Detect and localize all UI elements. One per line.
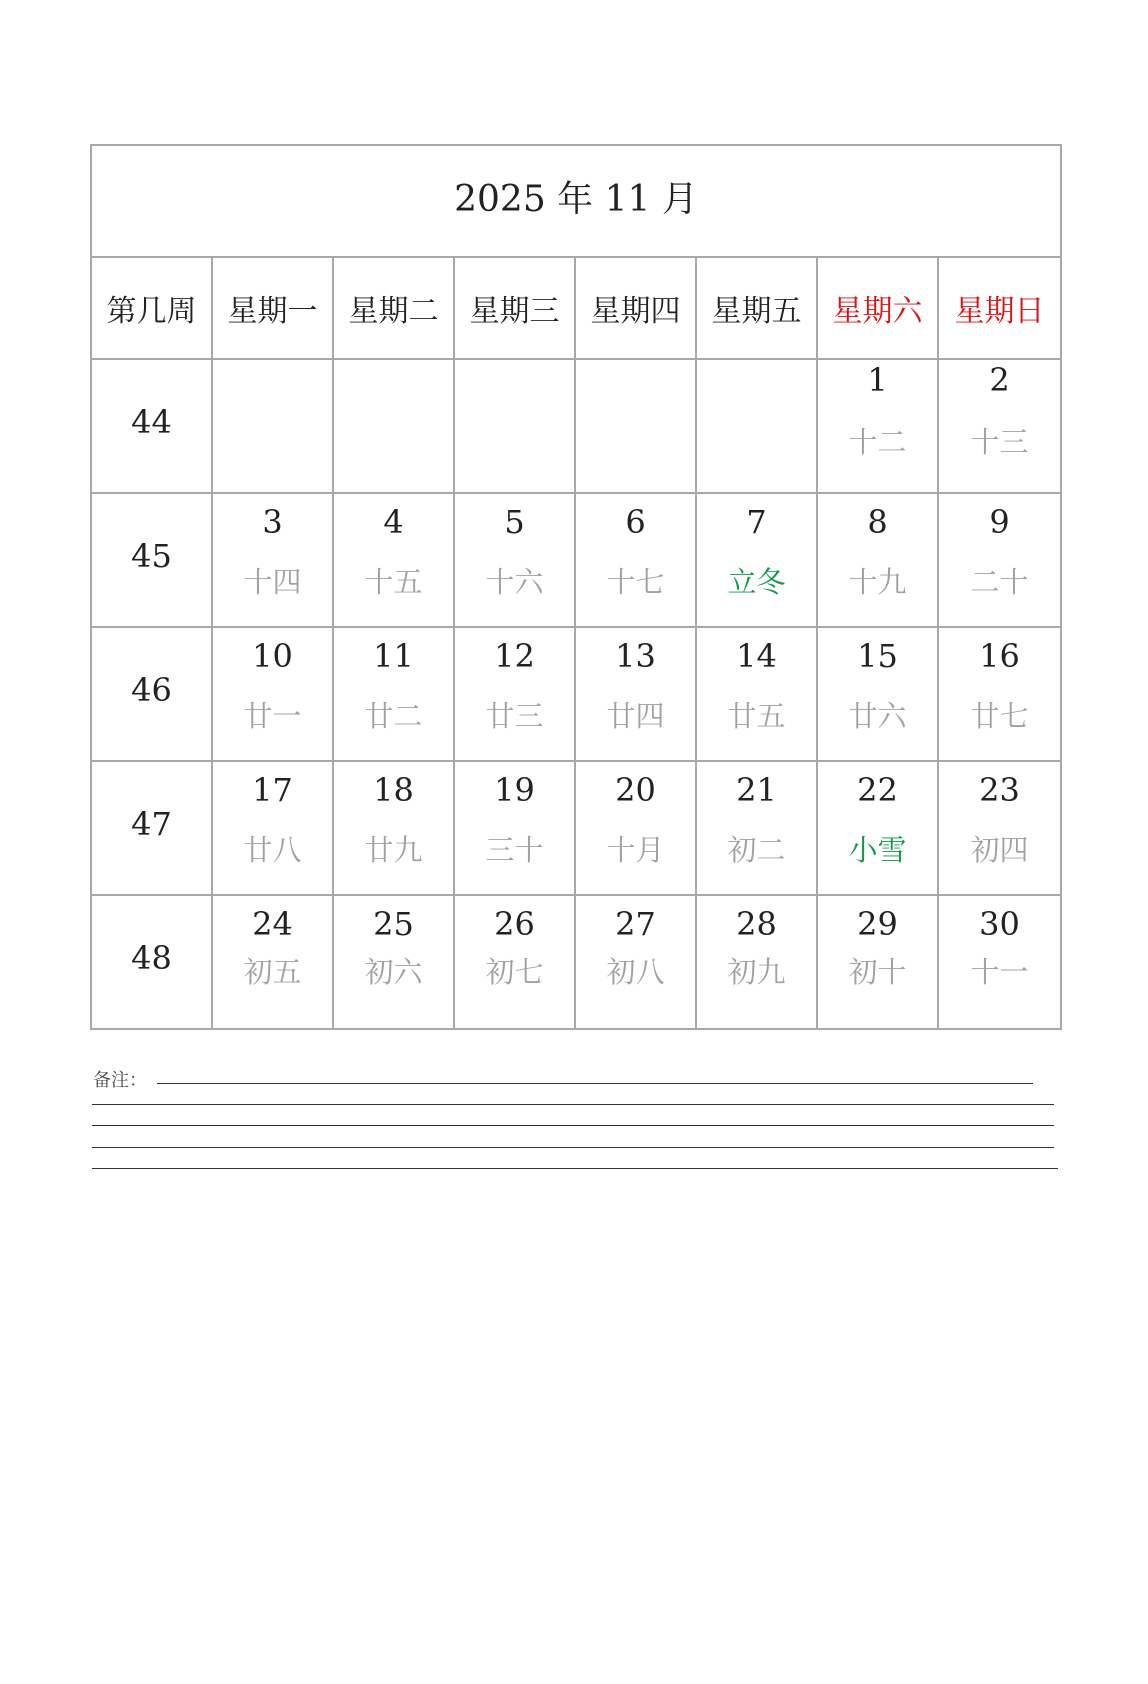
note-line[interactable] xyxy=(92,1104,1054,1105)
day-cell xyxy=(454,761,575,895)
day-cell xyxy=(817,627,938,761)
day-number: 3 xyxy=(262,503,283,541)
lunar-date: 初十 xyxy=(848,955,907,989)
lunar-date: 三十 xyxy=(485,833,544,867)
day-number: 27 xyxy=(615,905,656,943)
lunar-date: 初九 xyxy=(727,955,786,989)
day-number: 9 xyxy=(989,503,1010,541)
day-number: 23 xyxy=(979,771,1020,809)
day-number: 7 xyxy=(746,503,767,541)
day-number: 25 xyxy=(373,905,414,943)
header-sunday: 星期日 xyxy=(938,257,1061,359)
day-cell-empty xyxy=(454,359,575,493)
day-cell xyxy=(938,627,1061,761)
week-row xyxy=(91,761,1061,895)
lunar-date: 廿二 xyxy=(364,699,423,733)
day-number: 16 xyxy=(979,637,1020,675)
lunar-date: 十九 xyxy=(848,565,907,599)
day-cell xyxy=(212,761,333,895)
day-number: 24 xyxy=(252,905,293,943)
lunar-date: 十七 xyxy=(606,565,665,599)
day-number: 10 xyxy=(252,637,293,675)
day-cell xyxy=(938,493,1061,627)
lunar-date: 十月 xyxy=(606,833,665,867)
week-number: 48 xyxy=(91,895,212,1029)
lunar-date: 廿六 xyxy=(848,699,907,733)
lunar-date: 廿一 xyxy=(243,699,302,733)
lunar-date: 二十 xyxy=(970,565,1029,599)
day-cell xyxy=(696,627,817,761)
week-number: 44 xyxy=(91,359,212,493)
week-row xyxy=(91,627,1061,761)
day-cell-empty xyxy=(575,359,696,493)
lunar-date: 廿九 xyxy=(364,833,423,867)
day-cell xyxy=(212,895,333,1029)
lunar-date: 廿三 xyxy=(485,699,544,733)
weekday-header-row xyxy=(91,257,1061,359)
day-cell xyxy=(938,761,1061,895)
header-wednesday: 星期三 xyxy=(454,257,575,359)
header-thursday: 星期四 xyxy=(575,257,696,359)
day-number: 5 xyxy=(504,503,525,541)
day-cell xyxy=(212,627,333,761)
day-number: 18 xyxy=(373,771,414,809)
day-number: 15 xyxy=(857,637,898,675)
day-cell xyxy=(575,895,696,1029)
day-cell xyxy=(212,493,333,627)
day-number: 17 xyxy=(252,771,293,809)
lunar-date: 十三 xyxy=(970,425,1029,459)
lunar-date: 十六 xyxy=(485,565,544,599)
week-row xyxy=(91,493,1061,627)
lunar-date: 廿四 xyxy=(606,699,665,733)
day-number: 1 xyxy=(867,361,888,399)
day-cell-empty xyxy=(696,359,817,493)
day-number: 14 xyxy=(736,637,777,675)
day-cell xyxy=(817,761,938,895)
day-cell xyxy=(454,895,575,1029)
week-row xyxy=(91,359,1061,493)
day-number: 2 xyxy=(989,361,1010,399)
day-number: 29 xyxy=(857,905,898,943)
day-number: 19 xyxy=(494,771,535,809)
week-number: 46 xyxy=(91,627,212,761)
header-monday: 星期一 xyxy=(212,257,333,359)
day-cell xyxy=(575,627,696,761)
header-friday: 星期五 xyxy=(696,257,817,359)
lunar-date: 初六 xyxy=(364,955,423,989)
day-cell-empty xyxy=(333,359,454,493)
day-number: 22 xyxy=(857,771,898,809)
lunar-date: 初七 xyxy=(485,955,544,989)
lunar-date: 廿七 xyxy=(970,699,1029,733)
note-line[interactable] xyxy=(92,1125,1054,1126)
day-cell xyxy=(575,761,696,895)
calendar-table xyxy=(90,144,1062,1030)
solar-term: 小雪 xyxy=(848,833,907,867)
day-number: 26 xyxy=(494,905,535,943)
day-cell xyxy=(817,493,938,627)
day-cell xyxy=(454,627,575,761)
lunar-date: 初二 xyxy=(727,833,786,867)
header-week-number: 第几周 xyxy=(91,257,212,359)
note-line[interactable] xyxy=(92,1147,1054,1148)
day-cell xyxy=(333,895,454,1029)
day-number: 20 xyxy=(615,771,656,809)
day-number: 11 xyxy=(373,637,414,675)
day-cell xyxy=(817,895,938,1029)
day-cell xyxy=(938,359,1061,493)
lunar-date: 十二 xyxy=(848,425,907,459)
day-number: 21 xyxy=(736,771,777,809)
day-cell xyxy=(575,493,696,627)
solar-term: 立冬 xyxy=(727,565,786,599)
day-cell xyxy=(696,761,817,895)
header-tuesday: 星期二 xyxy=(333,257,454,359)
lunar-date: 初五 xyxy=(243,955,302,989)
day-cell xyxy=(454,493,575,627)
day-number: 4 xyxy=(383,503,404,541)
lunar-date: 十四 xyxy=(243,565,302,599)
day-number: 12 xyxy=(494,637,535,675)
lunar-date: 初八 xyxy=(606,955,665,989)
lunar-date: 廿五 xyxy=(727,699,786,733)
note-line[interactable] xyxy=(92,1168,1058,1169)
day-number: 28 xyxy=(736,905,777,943)
lunar-date: 初四 xyxy=(970,833,1029,867)
week-number: 47 xyxy=(91,761,212,895)
day-cell xyxy=(333,627,454,761)
day-cell-empty xyxy=(212,359,333,493)
day-number: 30 xyxy=(979,905,1020,943)
day-cell xyxy=(938,895,1061,1029)
notes-label: 备注： xyxy=(93,1070,147,1091)
day-cell xyxy=(696,493,817,627)
lunar-date: 十五 xyxy=(364,565,423,599)
day-number: 6 xyxy=(625,503,646,541)
day-cell xyxy=(333,761,454,895)
day-number: 8 xyxy=(867,503,888,541)
day-cell xyxy=(696,895,817,1029)
lunar-date: 十一 xyxy=(970,955,1029,989)
week-number: 45 xyxy=(91,493,212,627)
day-number: 13 xyxy=(615,637,656,675)
week-row xyxy=(91,895,1061,1029)
note-line[interactable] xyxy=(157,1083,1033,1084)
day-cell xyxy=(817,359,938,493)
lunar-date: 廿八 xyxy=(243,833,302,867)
header-saturday: 星期六 xyxy=(817,257,938,359)
day-cell xyxy=(333,493,454,627)
calendar-title: 2025 年 11 月 xyxy=(91,145,1061,257)
